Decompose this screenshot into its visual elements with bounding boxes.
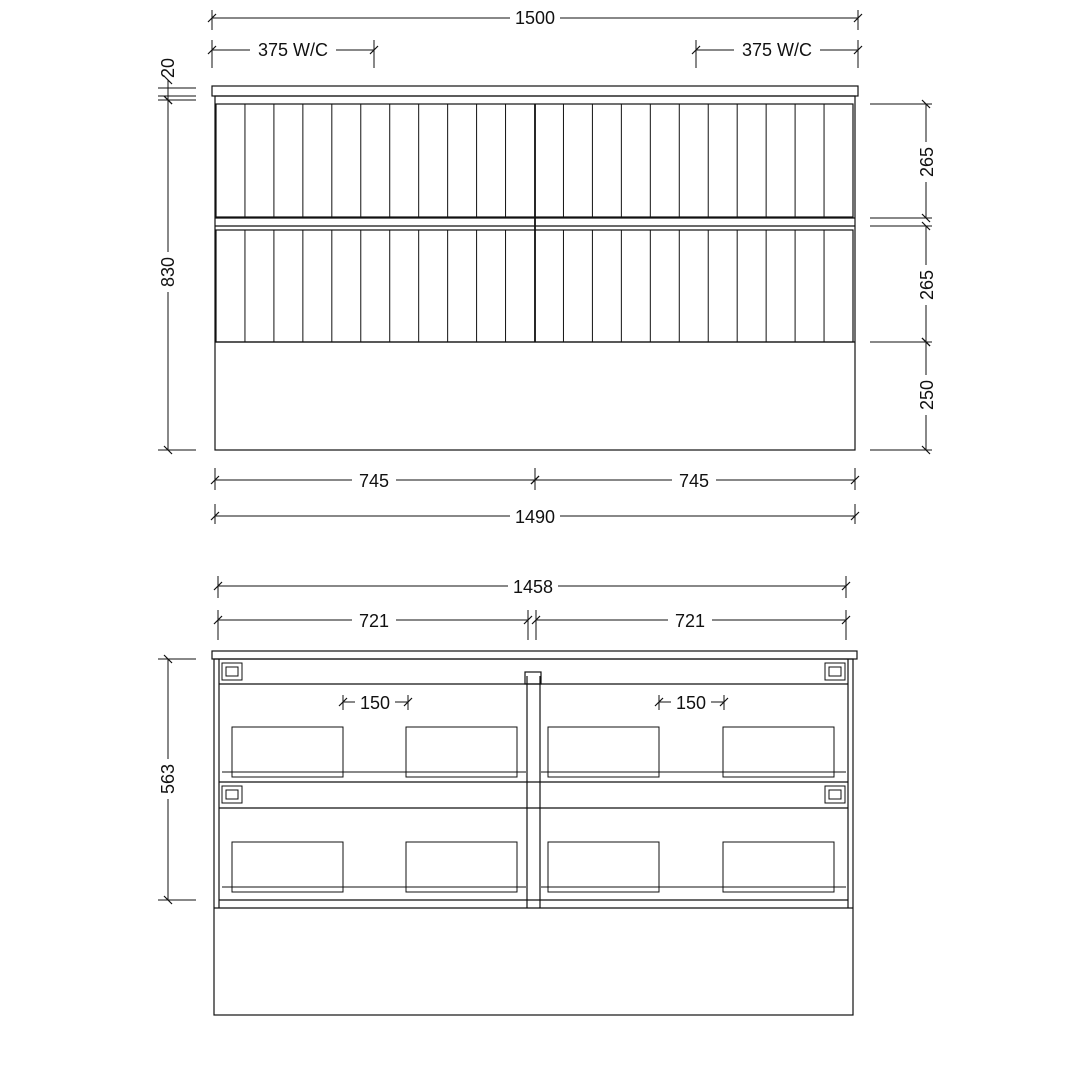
drawer-box: [232, 842, 343, 892]
dimension-label: 563: [158, 763, 178, 795]
dimension-label: 150: [359, 693, 391, 713]
drawer-box: [232, 727, 343, 777]
dimension-label: 1458: [512, 577, 554, 597]
dimension-1500: [212, 6, 858, 30]
drawer-box: [723, 727, 834, 777]
dimension-label: 1490: [514, 507, 556, 527]
drawer-box: [406, 842, 517, 892]
dimension-745-pair: [215, 468, 855, 491]
front-elevation: [157, 6, 937, 527]
drawer-box: [548, 727, 659, 777]
dimension-label: 830: [158, 256, 178, 288]
dimension-label: 745: [678, 471, 710, 491]
dimension-721-pair: [218, 609, 846, 640]
dimension-label: 265: [917, 146, 937, 178]
drawer-box: [406, 727, 517, 777]
dimension-1490: [215, 504, 855, 527]
dimension-label: 1500: [514, 8, 556, 28]
dimension-label: 375 W/C: [741, 40, 813, 60]
section-view: [157, 575, 857, 1015]
dimension-label: 265: [917, 269, 937, 301]
dimension-wc-right: [696, 38, 858, 68]
dimension-label: 721: [358, 611, 390, 631]
dimension-830: [157, 100, 196, 450]
dimension-label: 721: [674, 611, 706, 631]
section-carcass: [214, 659, 853, 1015]
drawer-box: [548, 842, 659, 892]
dimension-label: 375 W/C: [257, 40, 329, 60]
drawer-boxes: [222, 727, 846, 892]
benchtop: [212, 86, 858, 96]
dimension-label: 250: [917, 379, 937, 411]
dimension-top-thickness: [158, 58, 196, 100]
dimension-right-heights: [870, 104, 937, 450]
dimension-150-pair: [343, 691, 724, 713]
dimension-1458: [218, 575, 846, 598]
dimension-label: 745: [358, 471, 390, 491]
dimension-label: 150: [675, 693, 707, 713]
dimension-wc-left: [212, 38, 374, 68]
drawer-box: [723, 842, 834, 892]
section-top-panel: [212, 651, 857, 659]
dimension-563: [157, 659, 196, 900]
dimension-label: 20: [158, 57, 178, 79]
